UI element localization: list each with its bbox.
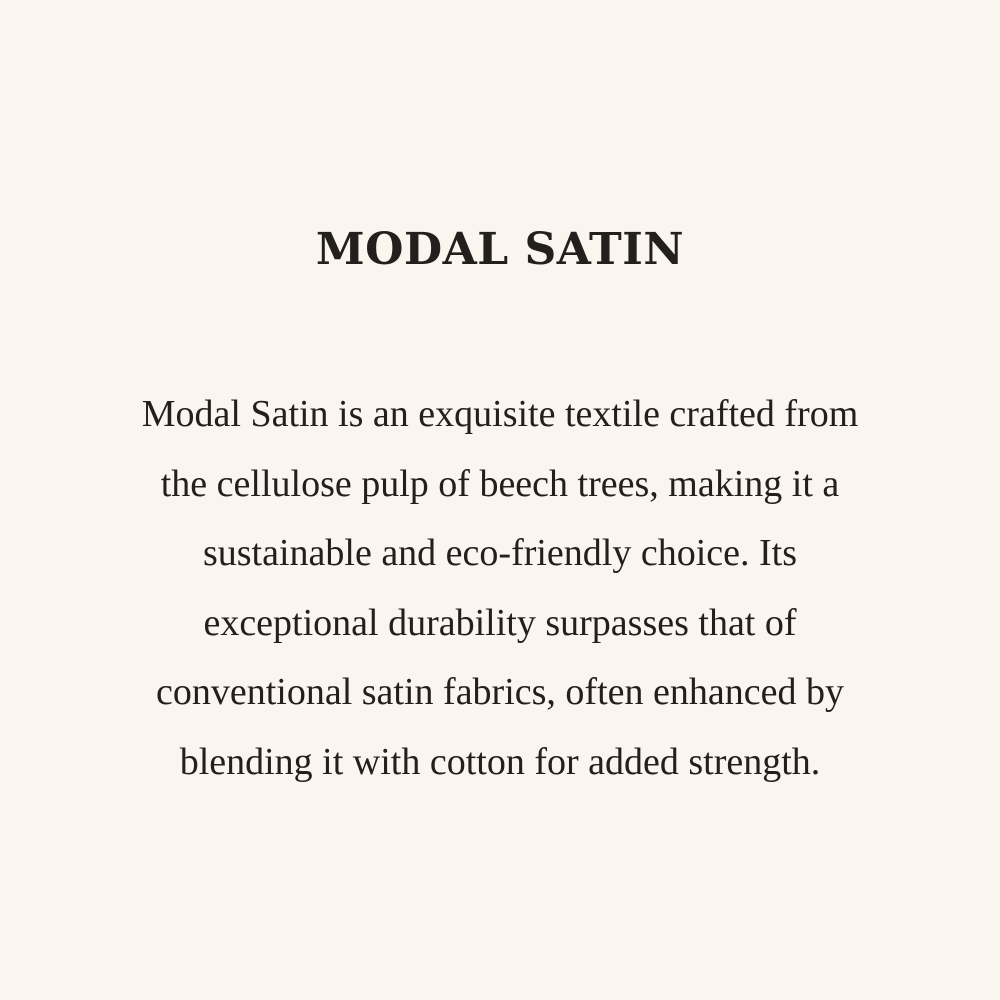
description-line-4: exceptional durability surpasses that of <box>203 601 797 644</box>
description-line-1: Modal Satin is an exquisite textile crafted from <box>141 393 859 435</box>
description-line-5: conventional satin fabrics, often enhanced by <box>156 671 844 713</box>
description-line-3: sustainable and eco-friendly choice. Its <box>202 532 798 574</box>
description-line-2: the cellulose pulp of beech trees, making it a <box>160 462 840 505</box>
fabric-title: MODAL SATIN <box>315 224 685 275</box>
fabric-description <box>90 380 910 797</box>
description-line-6: blending it with cotton for added strength. <box>179 740 821 783</box>
